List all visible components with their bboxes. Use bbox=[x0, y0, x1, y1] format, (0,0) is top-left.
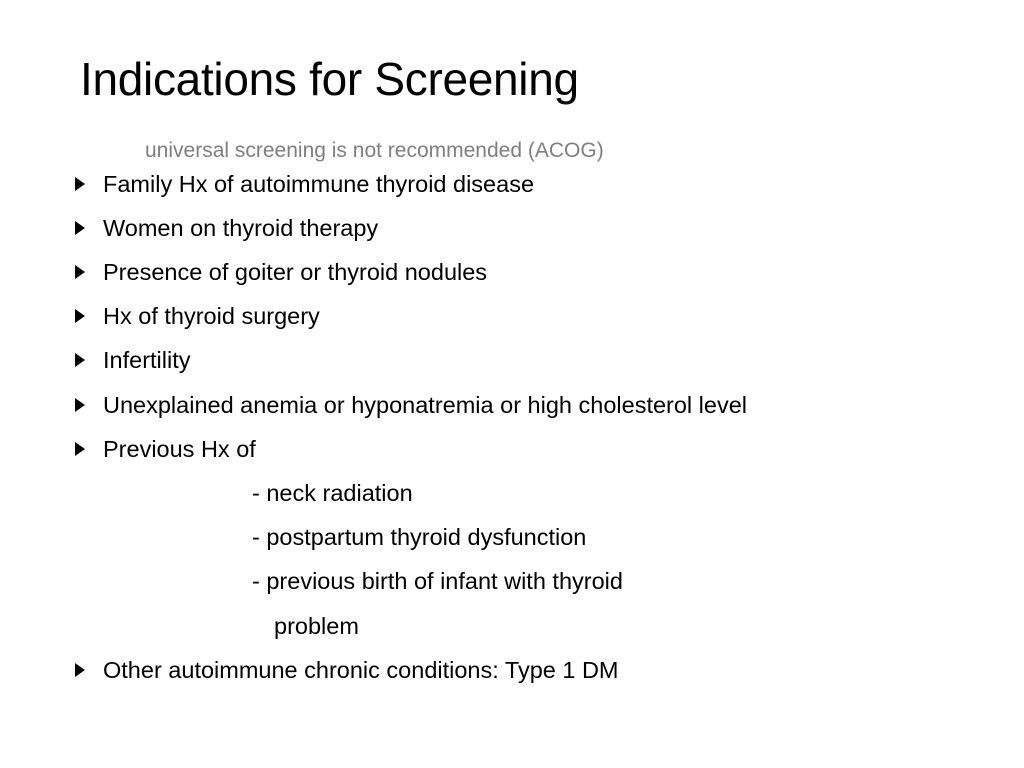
bullet-item bbox=[75, 257, 487, 287]
sub-item: - postpartum thyroid dysfunction bbox=[252, 524, 587, 550]
slide-subtitle: universal screening is not recommended (ACOG) bbox=[145, 139, 604, 162]
bullet-item bbox=[75, 345, 191, 375]
triangle-bullet-icon bbox=[75, 655, 103, 677]
triangle-bullet-icon bbox=[75, 257, 103, 279]
bullet-text: Unexplained anemia or hyponatremia or high cholesterol level bbox=[103, 392, 748, 418]
bullet-text: Presence of goiter or thyroid nodules bbox=[103, 259, 488, 285]
triangle-bullet-icon bbox=[75, 434, 103, 456]
sub-item-continuation: problem bbox=[274, 613, 359, 639]
triangle-bullet-icon bbox=[75, 169, 103, 191]
sub-item: - previous birth of infant with thyroid bbox=[252, 568, 623, 594]
bullet-item bbox=[75, 434, 256, 464]
bullet-text: Family Hx of autoimmune thyroid disease bbox=[103, 171, 535, 197]
slide-title: Indications for Screening bbox=[80, 53, 579, 105]
triangle-bullet-icon bbox=[75, 213, 103, 235]
triangle-bullet-icon bbox=[75, 390, 103, 412]
bullet-text: Infertility bbox=[103, 347, 191, 373]
bullet-item bbox=[75, 390, 747, 420]
bullet-item bbox=[75, 301, 320, 331]
bullet-text: Other autoimmune chronic conditions: Type 1 DM bbox=[103, 657, 619, 683]
bullet-text: Hx of thyroid surgery bbox=[103, 303, 320, 329]
bullet-item bbox=[75, 169, 534, 199]
triangle-bullet-icon bbox=[75, 301, 103, 323]
bullet-item bbox=[75, 655, 619, 685]
bullet-text: Previous Hx of bbox=[103, 436, 256, 462]
bullet-text: Women on thyroid therapy bbox=[103, 215, 379, 241]
triangle-bullet-icon bbox=[75, 345, 103, 367]
sub-item: - neck radiation bbox=[252, 480, 413, 506]
bullet-item bbox=[75, 213, 378, 243]
